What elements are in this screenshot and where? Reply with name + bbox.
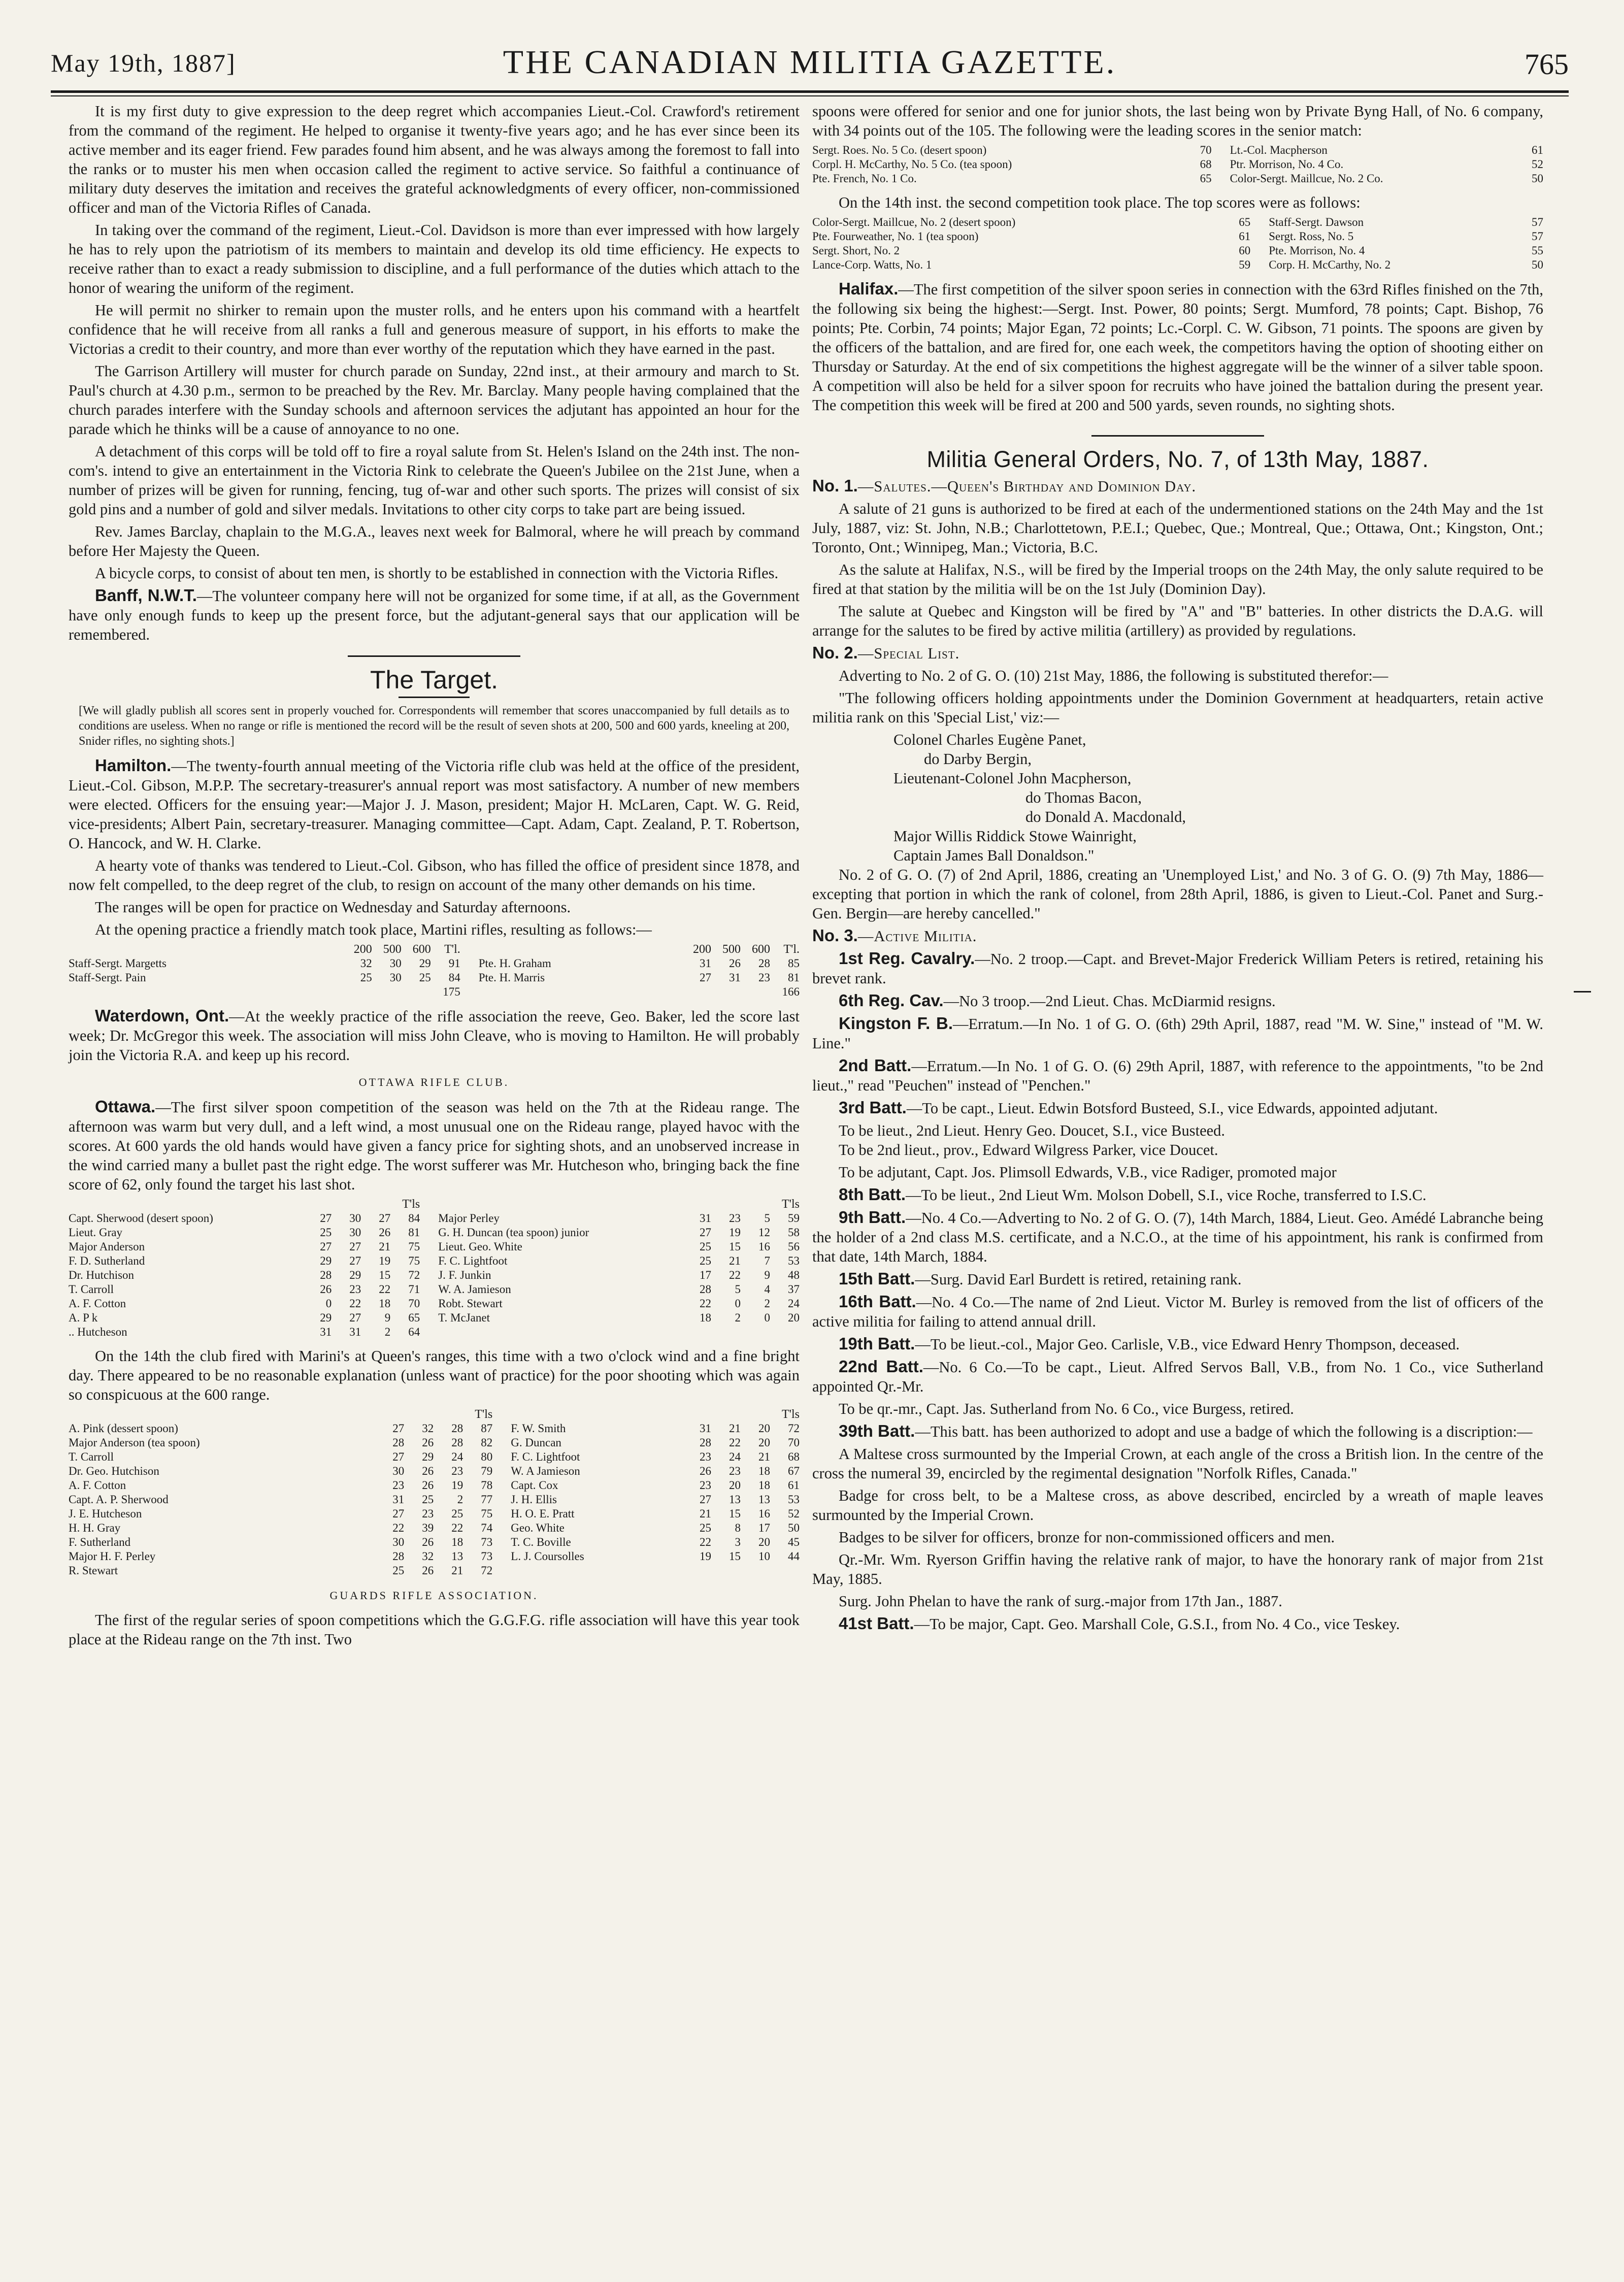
paragraph: Rev. James Barclay, chaplain to the M.G.A., leaves next week for Balmoral, where he will preach by command before Her Majesty the Queen. <box>69 523 800 559</box>
page-number: 765 <box>1524 48 1569 81</box>
paragraph: A Maltese cross surmounted by the Imperial Crown, at each angle of the cross a British lion. In the centre of the cross the numeral 39, encircled by the regimental designation "Norfolk Rifles, Canada." <box>812 1445 1543 1482</box>
table-row: Pte. Fourweather, No. 1 (tea spoon) 61 Sergt. Ross, No. 5 57 <box>812 230 1543 243</box>
news-lead: Waterdown, Ont. <box>95 1006 229 1025</box>
table-row: Color-Sergt. Maillcue, No. 2 (desert spoon) 65 Staff-Sergt. Dawson 57 <box>812 216 1543 228</box>
order-no2-heading: No. 2.—Special List. <box>812 643 960 662</box>
section-title-general-orders: Militia General Orders, No. 7, of 13th May, 1887. <box>926 446 1429 472</box>
order-item: 1st Reg. Cavalry.—No. 2 troop.—Capt. and Brevet-Major Frederick William Peters is retired, retaining his brevet rank. <box>812 949 1543 987</box>
paragraph: A detachment of this corps will be told off to fire a royal salute from St. Helen's Island on the 24th inst. The non-com's. intend to give an entertainment in the Victoria Rink to celebrate the Queen's Jubilee on the 21st June, when a number of prizes will be given for running, fencing, tug of-war and other such sports. The prizes will consist of six gold pins and a number of gold and silver medals. Invitations to other city corps to take part are being issued. <box>69 443 800 518</box>
table-row: A. P k 29 27 9 65 T. McJanet 18 2 0 20 <box>69 1311 800 1324</box>
header-rule <box>51 90 1569 93</box>
table-row: Major Anderson 27 27 21 75 Lieut. Geo. White 25 15 16 56 <box>69 1240 800 1253</box>
order-subline: To be lieut., 2nd Lieut. Henry Geo. Doucet, S.I., vice Busteed. <box>839 1122 1225 1139</box>
order-subline: To be 2nd lieut., prov., Edward Wilgress Parker, vice Doucet. <box>839 1141 1218 1159</box>
table-row: H. H. Gray 22 39 22 74 Geo. White 25 8 17 50 <box>69 1522 800 1534</box>
paragraph: In taking over the command of the regiment, Lieut.-Col. Davidson is more than ever impressed with how largely he has to rely upon the patriotism of its members to maintain and develop its old time efficiency. He expects to receive rather than to exact a ready submission to discipline, and a full performance of the duties which attach to the honor of wearing the uniform of the regiment. <box>69 221 800 296</box>
table-row: J. E. Hutcheson 27 23 25 75 H. O. E. Pratt 21 15 16 52 <box>69 1507 800 1520</box>
table-row: Dr. Geo. Hutchison 30 26 23 79 W. A Jamieson 26 23 18 67 <box>69 1465 800 1477</box>
order-item-39th-batt: 39th Batt.—This batt. has been authorized to adopt and use a badge of which the following is a discription:— <box>839 1421 1533 1440</box>
news-lead: Banff, N.W.T. <box>95 586 197 605</box>
order-item: 9th Batt.—No. 4 Co.—Adverting to No. 2 of G. O. (7), 14th March, 1884, Lieut. Geo. Amédé Labranche being the holder of a 2nd class M.S. certificate, and a N.C.O., at the time of his appointment, his rank is confirmed from that date, 14th March, 1884. <box>812 1208 1544 1265</box>
table-row: F. D. Sutherland 29 27 19 75 F. C. Lightfoot 25 21 7 53 <box>69 1254 800 1267</box>
table-header-row: T'ls T'ls <box>475 1408 800 1421</box>
paragraph: spoons were offered for senior and one for junior shots, the last being won by Private Byng Hall, of No. 6 company, with 34 points out of the 105. The following were the leading scores in the senior match: <box>812 103 1543 139</box>
header-rule-thin <box>51 95 1569 96</box>
section-divider <box>1091 435 1264 437</box>
paragraph: The Garrison Artillery will muster for church parade on Sunday, 22nd inst., at their armoury and march to St. Paul's church at 4.30 p.m., sermon to be preached by the Rev. Mr. Barclay. Many people having complained that the church parades interfere with the Sunday schools and afternoon services the adjutant has appointed an hour for the parade which he thinks will be a cause of annoyance to no one. <box>69 362 800 438</box>
score-table-second-competition <box>812 215 1543 272</box>
score-table-senior-match <box>812 143 1543 186</box>
editor-note: [We will gladly publish all scores sent in properly vouched for. Correspondents will remember that scores unaccompanied by full details as to conditions are useless. When no range or rifle is mentioned the record will be the result of seven shots at 200, 500 and 600 yards, kneeling at 200, Snider rifles, no sighting shots.] <box>79 704 789 748</box>
paragraph: No. 2 of G. O. (7) of 2nd April, 1886, creating an 'Unemployed List,' and No. 3 of G. O. (9) 7th May, 1886—excepting that portion in which the rank of colonel, from 28th April, 1886, is given to Lieut.-Col. Panet and Surg.-Gen. Bergin—are hereby cancelled." <box>812 866 1543 922</box>
order-item: 8th Batt.—To be lieut., 2nd Lieut Wm. Molson Dobell, S.I., vice Roche, transferred to I.S.C. <box>839 1185 1427 1204</box>
paragraph: On the 14th the club fired with Marini's at Queen's ranges, this time with a two o'clock wind and a fine bright day. There appeared to be no reasonable explanation (unless want of practice) for the poor shooting which was again so conspicuous at the 600 range. <box>69 1347 800 1403</box>
paragraph: Surg. John Phelan to have the rank of surg.-major from 17th Jan., 1887. <box>839 1593 1282 1610</box>
news-item-waterdown: Waterdown, Ont.—At the weekly practice of the rifle association the reeve, Geo. Baker, led the score last week; Dr. McGregor this week. The association will miss John Cleave, who is moving to Hamilton. He will probably join the Victoria R.A. and keep up his record. <box>69 1006 800 1064</box>
paragraph: "The following officers holding appointments under the Dominion Government at headquarters, retain active militia rank on this 'Special List,' viz:— <box>812 689 1543 726</box>
table-row: F. Sutherland 30 26 18 73 T. C. Boville 22 3 20 45 <box>69 1536 800 1548</box>
officer-name: Captain James Ball Donaldson." <box>893 847 1095 864</box>
order-item: 2nd Batt.—Erratum.—In No. 1 of G. O. (6) 29th April, 1887, with reference to the appointments, "to be 2nd lieut.," read "Peuchen" instead of "Penchen." <box>812 1056 1543 1094</box>
table-header-row: T'ls T'ls <box>402 1198 800 1211</box>
officer-name: Major Willis Riddick Stowe Wainright, <box>893 828 1137 845</box>
section-title-target: The Target. <box>370 666 498 694</box>
score-table-hamilton <box>69 942 800 999</box>
officer-name: Colonel Charles Eugène Panet, <box>893 731 1086 748</box>
table-row: A. Pink (dessert spoon) 27 32 28 87 F. W. Smith 31 21 20 72 <box>69 1422 800 1435</box>
table-row: R. Stewart 25 26 21 72 <box>69 1564 493 1577</box>
order-item: 19th Batt.—To be lieut.-col., Major Geo. Carlisle, V.B., vice Edward Henry Thompson, deceased. <box>839 1334 1460 1353</box>
table-row: Capt. Sherwood (desert spoon) 27 30 27 84 Major Perley 31 23 5 59 <box>69 1212 800 1225</box>
order-item-41st-batt: 41st Batt.—To be major, Capt. Geo. Marshall Cole, G.S.I., from No. 4 Co., vice Teskey. <box>839 1614 1400 1633</box>
news-item-halifax: Halifax.—The first competition of the silver spoon series in connection with the 63rd Rifles finished on the 7th, the following six being the highest:—Sergt. Inst. Power, 80 points; Sergt. Mumford, 78 points; Capt. Bishop, 76 points; Pte. Corbin, 74 points; Major Egan, 72 points; Lc.-Corpl. C. W. Gibson, 71 points. The spoons are given by the officers of the battalion, and are fired for, one each week, the competitors having the option of shooting either on Thursday or Saturday. At the end of six competitions the highest aggregate will be the winner of a silver table spoon. A competition will also be held for a silver spoon for recruits who have joined the battalion during the present year. The competition this week will be fired at 200 and 500 yards, seven rounds, no sighting shots. <box>812 279 1543 414</box>
table-row: Lieut. Gray 25 30 26 81 G. H. Duncan (tea spoon) junior 27 19 12 58 <box>69 1226 800 1239</box>
paragraph: Badge for cross belt, to be a Maltese cross, as above described, encircled by a wreath of maple leaves surmounted by the Imperial Crown. <box>812 1487 1543 1524</box>
order-item: 3rd Batt.—To be capt., Lieut. Edwin Botsford Busteed, S.I., vice Edwards, appointed adjutant. <box>839 1098 1438 1117</box>
paragraph: Qr.-Mr. Wm. Ryerson Griffin having the relative rank of major, to have the honorary rank of major from 21st May, 1885. <box>812 1551 1543 1588</box>
table-row: A. F. Cotton 23 26 19 78 Capt. Cox 23 20 18 61 <box>69 1479 800 1492</box>
order-item: 22nd Batt.—No. 6 Co.—To be capt., Lieut. Alfred Servos Ball, V.B., from No. 1 Co., vice Sutherland appointed Qr.-Mr. <box>812 1357 1543 1395</box>
order-item: 15th Batt.—Surg. David Earl Burdett is retired, retaining rank. <box>839 1269 1242 1288</box>
order-item: 6th Reg. Cav.—No 3 troop.—2nd Lieut. Chas. McDiarmid resigns. <box>839 991 1276 1010</box>
table-total-row: 175 166 <box>443 985 800 998</box>
page-header <box>51 43 1569 91</box>
paragraph: At the opening practice a friendly match took place, Martini rifles, resulting as follows:— <box>95 921 652 938</box>
news-item-hamilton: Hamilton.—The twenty-fourth annual meeting of the Victoria rifle club was held at the office of the president, Lieut.-Col. Gibson, M.P.P. The secretary-treasurer's annual report was most satisfactory. A number of new members were elected. Officers for the ensuing year:—Major J. J. Mason, president; Major H. McLaren, Capt. W. G. Reid, vice-presidents; Albert Pain, secretary-treasurer. Managing committee—Capt. Adam, Capt. Zealand, P. T. Robertson, O. Hancock, and W. H. Clarke. <box>69 756 800 852</box>
margin-mark <box>1574 991 1591 993</box>
officer-name: do Thomas Bacon, <box>1025 789 1142 806</box>
paragraph: The first of the regular series of spoon competitions which the G.G.F.G. rifle association will have this year took place at the Rideau range on the 7th inst. Two <box>69 1611 800 1648</box>
news-item-ottawa: Ottawa.—The first silver spoon competition of the season was held on the 7th at the Rideau range. The afternoon was warm but very dull, and a left wind, a most unusual one on the Rideau range, played havoc with the scores. At 600 yards the old hands would have given a fancy price for sighting shots, and an unobserved increase in the wind carried many a bullet past the right edge. The worst sufferer was Mr. Hutcheson who, bringing back the fine score of 62, only found the target his last shot. <box>69 1097 800 1193</box>
table-row: T. Carroll 26 23 22 71 W. A. Jamieson 28 5 4 37 <box>69 1283 800 1296</box>
section-divider <box>348 655 520 657</box>
order-subline: To be qr.-mr., Capt. Jas. Sutherland from No. 6 Co., vice Burgess, retired. <box>839 1400 1294 1417</box>
paragraph: The ranges will be open for practice on Wednesday and Saturday afternoons. <box>95 899 571 916</box>
paragraph: Adverting to No. 2 of G. O. (10) 21st May, 1886, the following is substituted therefor:— <box>839 667 1388 684</box>
order-no3-heading: No. 3.—Active Militia. <box>812 926 977 945</box>
paragraph: It is my first duty to give expression to the deep regret which accompanies Lieut.-Col. Crawford's retirement from the command of the regiment. He helped to organise it twenty-five years ago; and he has ever since been its active member and its eager friend. Few parades found him absent, and he was always among the foremost to fall into the ranks or to muster his men when occasion called the regiment to active service. So faithful a continuance of military duty deserves the imitation and receives the grateful acknowledgments of every officer, non-commissioned officer and man of the Victoria Rifles of Canada. <box>69 103 800 216</box>
paragraph: He will permit no shirker to remain upon the muster rolls, and he enters upon his command with a heartfelt confidence that he will receive from all ranks a full and generous measure of support, in his efforts to make the Victorias a credit to their country, and more than ever worthy of the reputation which they have earned in the past. <box>69 302 800 357</box>
issue-date: May 19th, 1887] <box>51 49 236 77</box>
table-row: Staff-Sergt. Pain 25 30 25 84 Pte. H. Marris 27 31 23 81 <box>69 971 800 984</box>
order-item: Kingston F. B.—Erratum.—In No. 1 of G. O. (6th) 29th April, 1887, read "M. W. Sine," instead of "M. W. Line." <box>812 1014 1544 1052</box>
table-row: T. Carroll 27 29 24 80 F. C. Lightfoot 23 24 21 68 <box>69 1450 800 1463</box>
officer-name: do Donald A. Macdonald, <box>1025 808 1186 825</box>
paragraph: A hearty vote of thanks was tendered to Lieut.-Col. Gibson, who has filled the office of president since 1878, and now felt compelled, to the deep regret of the club, to resign on account of the many other demands on his time. <box>69 857 800 894</box>
table-row: Major Anderson (tea spoon) 28 26 28 82 G. Duncan 28 22 20 70 <box>69 1436 800 1449</box>
table-row: Dr. Hutchison 28 29 15 72 J. F. Junkin 17 22 9 48 <box>69 1269 800 1281</box>
table-row: Capt. A. P. Sherwood 31 25 2 77 J. H. Ellis 27 13 13 53 <box>69 1493 800 1506</box>
table-row: Sergt. Short, No. 2 60 Pte. Morrison, No. 4 55 <box>812 244 1543 257</box>
title-underline <box>399 697 470 698</box>
paragraph: As the salute at Halifax, N.S., will be fired by the Imperial troops on the 24th May, the only salute required to be fired at that station by the militia will be on the 1st July (Dominion Day). <box>812 561 1543 598</box>
score-table-ottawa-14th <box>69 1407 800 1578</box>
table-row: Pte. French, No. 1 Co. 65 Color-Sergt. Maillcue, No. 2 Co. 50 <box>812 172 1543 185</box>
masthead: THE CANADIAN MILITIA GAZETTE. <box>503 44 1117 81</box>
table-row: A. F. Cotton 0 22 18 70 Robt. Stewart 22 0 2 24 <box>69 1297 800 1310</box>
subhead-guards-rifle-association: GUARDS RIFLE ASSOCIATION. <box>329 1589 539 1602</box>
paragraph: The salute at Quebec and Kingston will be fired by "A" and "B" batteries. In other districts the D.A.G. will arrange for the salutes to be fired by active militia (artillery) as provided by regulations. <box>812 603 1543 639</box>
news-lead: Hamilton. <box>95 756 172 775</box>
paragraph: Badges to be silver for officers, bronze for non-commissioned officers and men. <box>839 1529 1335 1546</box>
paragraph: On the 14th inst. the second competition took place. The top scores were as follows: <box>839 194 1361 211</box>
news-item-banff: Banff, N.W.T.—The volunteer company here will not be organized for some time, if at all, as the Government have only enough funds to keep up the present force, but the adjutant-general says that our application will be remembered. <box>69 586 800 643</box>
subhead-ottawa-rifle-club: OTTAWA RIFLE CLUB. <box>358 1076 510 1088</box>
right-column <box>812 102 1543 1637</box>
table-header-row: 200 500 600 T'l. 200 500 600 T'l. <box>353 943 800 956</box>
officer-name: do Darby Bergin, <box>924 750 1032 768</box>
table-row: Sergt. Roes. No. 5 Co. (desert spoon) 70 Lt.-Col. Macpherson 61 <box>812 144 1543 156</box>
table-row: Major H. F. Perley 28 32 13 73 L. J. Coursolles 19 15 10 44 <box>69 1550 800 1563</box>
order-subline: To be adjutant, Capt. Jos. Plimsoll Edwards, V.B., vice Radiger, promoted major <box>839 1164 1337 1181</box>
news-lead: Halifax. <box>839 279 899 298</box>
paragraph: A salute of 21 guns is authorized to be fired at each of the undermentioned stations on the 24th May and the 1st July, 1887, viz: St. John, N.B.; Charlottetown, P.E.I.; Quebec, Que.; Montreal, Que.; Ottawa, Ont.; Kingston, Ont.; Toronto, Ont.; Winnipeg, Man.; Victoria, B.C. <box>812 500 1543 556</box>
news-lead: Ottawa. <box>95 1097 156 1116</box>
officer-name: Lieutenant-Colonel John Macpherson, <box>893 770 1132 787</box>
table-row: .. Hutcheson 31 31 2 64 <box>69 1326 420 1338</box>
table-row: Staff-Sergt. Margetts 32 30 29 91 Pte. H. Graham 31 26 28 85 <box>69 957 800 970</box>
order-no1-heading: No. 1.—Salutes.—Queen's Birthday and Dominion Day. <box>812 476 1197 495</box>
score-table-ottawa-7th <box>69 1197 800 1339</box>
order-item: 16th Batt.—No. 4 Co.—The name of 2nd Lieut. Victor M. Burley is removed from the list of officers of the active militia for failing to attend annual drill. <box>812 1292 1543 1330</box>
paragraph: A bicycle corps, to consist of about ten men, is shortly to be established in connection with the Victoria Rifles. <box>95 565 779 582</box>
table-row: Lance-Corp. Watts, No. 1 59 Corp. H. McCarthy, No. 2 50 <box>812 258 1543 271</box>
left-column <box>69 102 800 1652</box>
table-row: Corpl. H. McCarthy, No. 5 Co. (tea spoon) 68 Ptr. Morrison, No. 4 Co. 52 <box>812 158 1543 171</box>
